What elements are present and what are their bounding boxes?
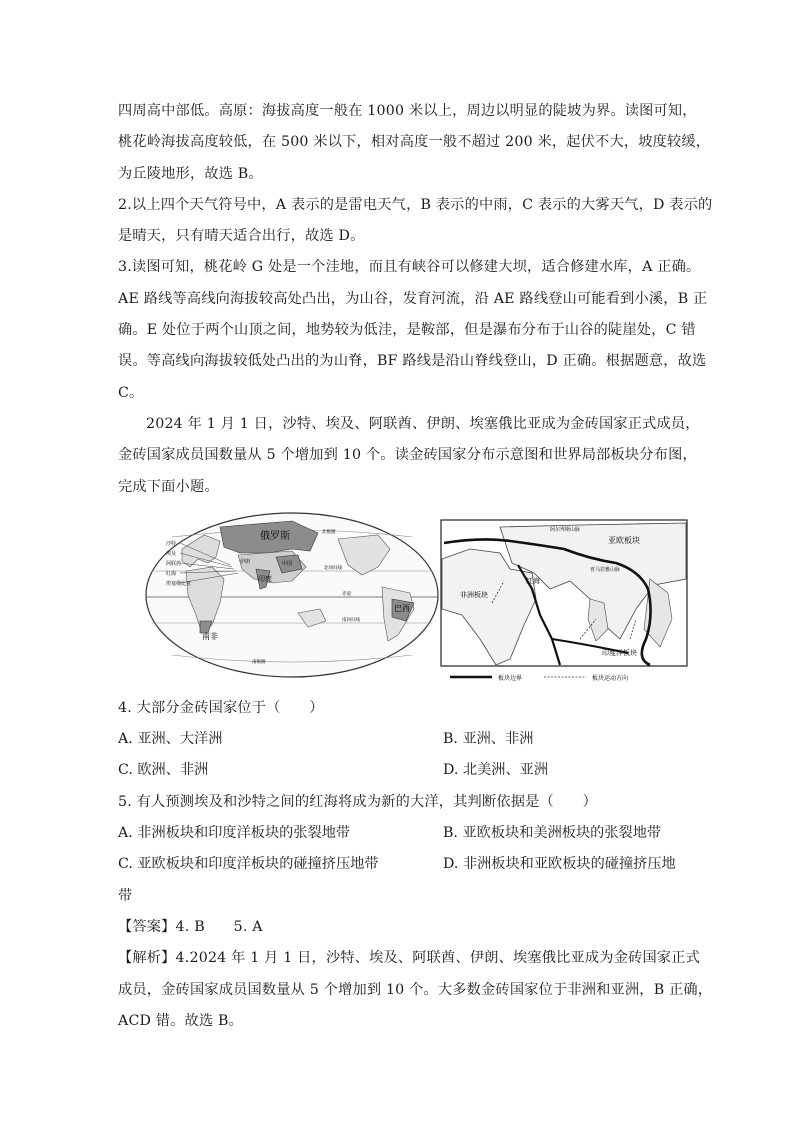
- world-map-figure: [142, 509, 442, 679]
- analysis-line: 成员，金砖国家成员国数量从 5 个增加到 10 个。大多数金砖国家位于非洲和亚洲，B 正确，: [118, 981, 713, 998]
- question-4-options-row2: [118, 755, 688, 786]
- option-4b[interactable]: B. 亚洲、非洲: [443, 731, 534, 748]
- analysis-line: 【解析】4.2024 年 1 月 1 日，沙特、埃及、阿联酋、伊朗、埃塞俄比亚成为金砖国家正式: [118, 950, 701, 967]
- antarctic-label: 南极圈: [252, 659, 266, 665]
- ethiopia-label: 埃塞俄比亚: [166, 580, 192, 587]
- iran-label: 伊朗: [240, 558, 251, 565]
- china-label: 中国: [282, 560, 293, 567]
- option-5a[interactable]: A. 非洲板块和印度洋板块的张裂地带: [118, 825, 351, 842]
- text-line: 桃花岭海拔高度较低，在 500 米以下，相对高度一般不超过 200 米，起伏不大，坡度较缓，: [118, 134, 711, 151]
- equator-label: 赤道: [342, 591, 351, 597]
- red-sea-plate-label: 红海: [526, 576, 540, 585]
- himalaya-label: 喜马拉雅山脉: [590, 566, 621, 573]
- plate-map-figure: [440, 519, 688, 685]
- option-4a[interactable]: A. 亚洲、大洋洲: [118, 731, 223, 748]
- option-5b[interactable]: B. 亚欧板块和美洲板块的张裂地带: [443, 825, 662, 842]
- legend-boundary-label: 板块边界: [498, 674, 523, 682]
- red-sea-label: 红海: [166, 570, 177, 577]
- option-4d[interactable]: D. 北美洲、亚洲: [443, 762, 549, 779]
- question-4-options-row1: [118, 724, 688, 755]
- russia-label: 俄罗斯: [260, 530, 290, 542]
- african-plate-label: 非洲板块: [460, 590, 488, 599]
- indian-plate-label: 印度洋板块: [602, 648, 637, 657]
- answer-line: 【答案】4. B 5. A: [118, 918, 263, 935]
- brazil-label: 巴西: [394, 603, 410, 613]
- text-line: 是晴天，只有晴天适合出行，故选 D。: [118, 228, 365, 245]
- text-line: AE 路线等高线向海拔较高处凸出，为山谷，发育河流，沿 AE 路线登山可能看到小溪，B 正: [118, 290, 708, 307]
- intro-line: 2024 年 1 月 1 日，沙特、埃及、阿联酋、伊朗、埃塞俄比亚成为金砖国家正式成员，: [146, 415, 700, 432]
- text-line: 确。E 处位于两个山顶之间，地势较为低洼，是鞍部，但是瀑布分布于山谷的陡崖处，C 错: [118, 322, 696, 339]
- egypt-label: 埃及: [166, 550, 177, 557]
- text-line: 2.以上四个天气符号中，A 表示的是雷电天气，B 表示的中雨，C 表示的大雾天气，D 表示的: [118, 196, 713, 213]
- intro-line: 金砖国家成员国数量从 5 个增加到 10 个。读金砖国家分布示意图和世界局部板块分布图，: [118, 447, 697, 464]
- option-5d-continuation: 带: [118, 887, 133, 904]
- arctic-label: 北极圈: [322, 529, 336, 535]
- option-4c[interactable]: C. 欧洲、非洲: [118, 762, 209, 779]
- intro-line: 完成下面小题。: [118, 478, 219, 495]
- india-label: 印度: [258, 574, 272, 583]
- option-5c[interactable]: C. 亚欧板块和印度洋板块的碰撞挤压地带: [118, 856, 379, 873]
- saudi-label: 沙特: [166, 540, 177, 547]
- tropic-north-label: 北回归线: [324, 565, 342, 571]
- alps-label: 阿尔卑斯山脉: [550, 526, 581, 533]
- document-page: [118, 96, 713, 1037]
- text-line: C。: [118, 384, 144, 401]
- question-5-stem: 5. 有人预测埃及和沙特之间的红海将成为新的大洋，其判断依据是（ ）: [118, 793, 598, 810]
- legend-motion-label: 板块运动方向: [592, 674, 629, 682]
- analysis-line: ACD 错。故选 B。: [118, 1012, 244, 1029]
- uae-label: 阿联酋: [166, 560, 182, 567]
- south-africa-label: 南非: [202, 631, 218, 641]
- text-line: 3.读图可知，桃花岭 G 处是一个洼地，而且有峡谷可以修建大坝，适合修建水库，A 正确。: [118, 259, 701, 276]
- tropic-south-label: 南回归线: [342, 617, 360, 623]
- question-5-options-row1: [118, 818, 688, 849]
- eurasian-plate-label: 亚欧板块: [608, 535, 640, 545]
- question-5-options-row2: [118, 849, 688, 880]
- text-line: 误。等高线向海拔较低处凸出的为山脊，BF 路线是沿山脊线登山，D 正确。根据题意，故选: [118, 353, 707, 370]
- question-4-stem: 4. 大部分金砖国家位于（ ）: [118, 699, 324, 716]
- option-5d[interactable]: D. 非洲板块和亚欧板块的碰撞挤压地: [443, 856, 676, 873]
- text-line: 为丘陵地形，故选 B。: [118, 165, 263, 182]
- text-line: 四周高中部低。高原：海拔高度一般在 1000 米以上，周边以明显的陡坡为界。读图可知，: [118, 103, 697, 119]
- figures: [118, 509, 688, 687]
